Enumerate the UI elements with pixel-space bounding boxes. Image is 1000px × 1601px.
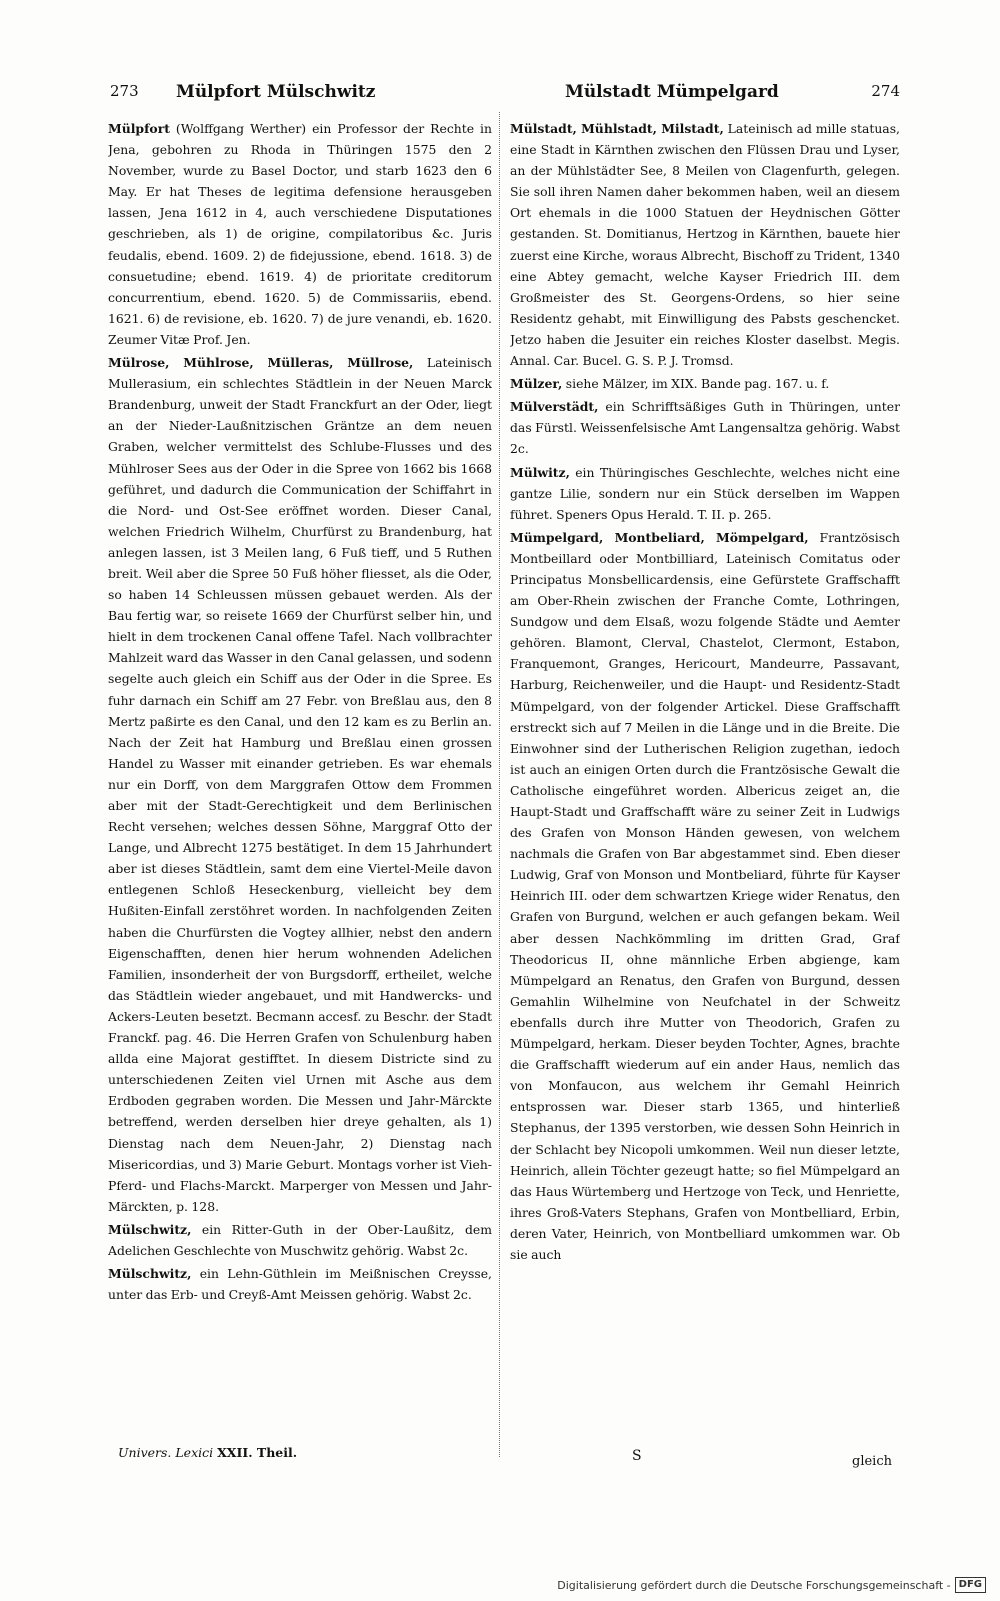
signature-mark (118, 1445, 297, 1460)
entry-lemma: Mülzer, (510, 376, 563, 392)
page-number-right: 274 (871, 82, 900, 100)
entry-lemma: Mülschwitz, (108, 1221, 192, 1237)
entry (510, 118, 900, 371)
entry-text: ein Thüringisches Geschlechte, welches nicht eine gantze Lilie, sondern nur ein Stück derselben im Wappen führet. Speners Opus Herald. T. II. p. 265. (510, 464, 900, 522)
dfg-logo: DFG (955, 1577, 986, 1593)
running-header (110, 78, 900, 106)
signature-letter: S (632, 1448, 642, 1464)
header-title-left: Mülpfort Mülschwitz (176, 82, 376, 102)
right-column (510, 118, 900, 1463)
entry-text: Lateinisch ad mille statuas, eine Stadt in Kärnthen zwischen den Flüssen Drau und Lyser, an der Mühlstädter See, 8 Meilen von Clagenfurth, gelegen. Sie soll ihren Namen daher bekommen haben, weil an diesem Ort ehemals in die 1000 Statuen der Heydnischen Götter gestanden. St. Domitianus, Hertzog in Kärnthen, bauete hier zuerst eine Kirche, woraus Albrecht, Bischoff zu Trident, 1340 eine Abtey gemacht, welche Kayser Friedrich III. dem Großmeister des St. Georgens-Ordens, so hier seine Residentz gehabt, mit Einwilligung des Pabsts geschencket. Jetzo haben die Jesuiter ein reiches Kloster daselbst. Megis. Annal. Car. Bucel. G. S. P. J. Tromsd. (510, 121, 900, 369)
entry-lemma: Mülschwitz, (108, 1266, 192, 1282)
catchword: gleich (852, 1454, 892, 1469)
footer-text: Digitalisierung gefördert durch die Deutsche Forschungsgemeinschaft - (557, 1578, 951, 1592)
entry-text: Frantzösisch Montbeillard oder Montbilliard, Lateinisch Comitatus oder Principatus Monsbellicardensis, eine Gefürstete Graffschafft am Ober-Rhein zwischen der Franche Comte, Lothringen, Sundgow und dem Elsaß, wozu folgende Städte und Aemter gehören. Blamont, Clerval, Chastelot, Clermont, Estabon, Franquemont, Granges, Hericourt, Mandeurre, Passavant, Harburg, Reichenweiler, und die Haupt- und Residentz-Stadt Mümpelgard, von der folgender Artickel. Diese Graffschafft erstreckt sich auf 7 Meilen in die Länge und in die Breite. Die Einwohner sind der Lutherischen Religion zugethan, iedoch ist auch an einigen Orten durch die Frantzösische Gewalt die Catholische eingeführet worden. Albericus zeiget an, die Haupt-Stadt und Graffschafft wäre zu seiner Zeit in Ludwigs des Grafen von Monson Händen gewesen, von welchem nachmals die Grafen von Bar abgestammet sind. Eben dieser Ludwig, Graf von Monson und Montbeliard, führte für Kayser Heinrich III. oder dem schwartzen Kriege wider Renatus, den Grafen von Burgund, welchen er auch gefangen bekam. Weil aber dessen Nachkömmling im dritten Grad, Graf Theodoricus II, ohne männliche Erben abgienge, kam Mümpelgard an Renatus, den Grafen von Burgund, dessen Gemahlin Wilhelmine von Neufchatel in der Schweitz ebenfalls durch ihre Mutter von Theodorich, Grafen zu Mümpelgard, herkam. Dieser beyden Tochter, Agnes, brachte die Graffschafft wiederum auf ein ander Haus, nemlich das von Monfaucon, aus welchem ihr Gemahl Heinrich entsprossen war. Dieser starb 1365, und hinterließ Stephanus, der 1395 verstorben, wie dessen Sohn Heinrich in der Schlacht bey Nicopoli umkommen. Weil nun dieser letzte, Heinrich, allein Töchter gezeugt hatte; so fiel Mümpelgard an das Haus Würtemberg und Hertzoge von Teck, und Henriette, ihres Groß-Vaters Stephans, Grafen von Montbelliard, Erbin, deren Vater, Heinrich, von Montbelliard umkommen war. Ob sie auch (510, 529, 900, 1262)
entry-lemma: Mümpelgard, Montbeliard, Mömpelgard, (510, 529, 809, 545)
entry (510, 527, 900, 1265)
entry (108, 1263, 492, 1305)
entry (108, 1219, 492, 1261)
entry-lemma: Mülstadt, Mühlstadt, Milstadt, (510, 121, 724, 136)
entry (510, 396, 900, 459)
entry (108, 352, 492, 1217)
entry-lemma: Mülwitz, (510, 464, 570, 480)
entry-text: Lateinisch Mullerasium, ein schlechtes Städtlein in der Neuen Marck Brandenburg, unweit der Stadt Franckfurt an der Oder, liegt an der Nieder-Laußnitzischen Gräntze an dem neuen Graben, welcher vermittelst des Schlube-Flusses und des Mühlroser Sees aus der Oder in die Spree von 1662 bis 1668 geführet, und dadurch die Communication der Schiffahrt in die Nord- und Ost-See eröffnet worden. Dieser Canal, welchen Friedrich Wilhelm, Churfürst zu Brandenburg, hat anlegen lassen, ist 3 Meilen lang, 6 Fuß tieff, und 5 Ruthen breit. Weil aber die Spree 50 Fuß höher fliesset, als die Oder, so haben 14 Schleussen müssen gebauet werden. Als der Bau fertig war, so reisete 1669 der Churfürst selber hin, und hielt in dem trockenen Canal offene Tafel. Nach vollbrachter Mahlzeit ward das Wasser in den Canal gelassen, und sodenn segelte auch gleich ein Schiff aus der Oder in die Spree. Es fuhr darnach ein Schiff am 27 Febr. von Breßlau aus, den 8 Mertz paßirte es den Canal, und den 12 kam es zu Berlin an. Nach der Zeit hat Hamburg und Breßlau einen grossen Handel zu Wasser mit einander getrieben. Es war ehemals nur ein Dorff, von dem Marggrafen Ottow dem Frommen aber mit der Stadt-Gerechtigkeit und dem Berlinischen Recht versehen; welches dessen Söhne, Marggraf Otto der Lange, und Albrecht 1275 bestätiget. In dem 15 Jahrhundert aber ist dieses Städtlein, samt dem eine Viertel-Meile davon entlegenen Schloß Heseckenburg, vielleicht bey dem Hußiten-Einfall zerstöhret worden. In nachfolgenden Zeiten haben die Churfürsten die Vogtey allhier, nebst den andern Eigenschafften, denen hier herum wohnenden Adelichen Familien, insonderheit der von Burgsdorff, ertheilet, welche das Städtlein wieder angebauet, und mit Handwercks- und Ackers-Leuten besetzt. Becmann accesf. zu Beschr. der Stadt Franckf. pag. 46. Die Herren Grafen von Schulenburg haben allda eine Majorat gestifftet. In diesem Districte sind zu unterschiedenen Zeiten viel Urnen mit Asche aus dem Erdboden gegraben worden. Die Messen und Jahr-Märckte betreffend, werden derselben hier dreye gehalten, als 1) Dienstag nach dem Neuen-Jahr, 2) Dienstag nach Misericordias, und 3) Marie Geburt. Montags vorher ist Vieh- Pferd- und Flachs-Marckt. Marperger von Messen und Jahr-Märckten, p. 128. (108, 355, 492, 1214)
entry (510, 373, 900, 394)
entry (108, 118, 492, 350)
entry-text: ein Ritter-Guth in der Ober-Laußitz, dem Adelichen Geschlechte von Muschwitz gehörig. Wabst 2c. (108, 1221, 492, 1258)
entry-lemma: Mülrose, Mühlrose, Mülleras, Müllrose, (108, 355, 414, 371)
entry-text: ein Schrifftsäßiges Guth in Thüringen, unter das Fürstl. Weissenfelsische Amt Langensaltza gehörig. Wabst 2c. (510, 399, 900, 457)
footer (557, 1577, 986, 1593)
entry-lemma: Mülverstädt, (510, 399, 599, 415)
left-column (108, 118, 492, 1463)
page-number-left: 273 (110, 82, 139, 100)
entry-lemma: Mülpfort (108, 121, 170, 136)
header-title-right: Mülstadt Mümpelgard (565, 82, 779, 102)
entry-text: ein Lehn-Güthlein im Meißnischen Creysse, unter das Erb- und Creyß-Amt Meissen gehörig. Wabst 2c. (108, 1266, 492, 1303)
entry-text: siehe Mälzer, im XIX. Bande pag. 167. u. f. (565, 376, 830, 392)
column-divider (499, 112, 501, 1457)
signature-prefix: Univers. Lexici (118, 1445, 214, 1460)
signature-part: XXII. Theil. (217, 1445, 298, 1460)
entry-text: (Wolffgang Werther) ein Professor der Rechte in Jena, gebohren zu Rhoda in Thüringen 1575 den 2 November, wurde zu Basel Doctor, und starb 1623 den 6 May. Er hat Theses de legitima defensione herausgeben lassen, Jena 1612 in 4, auch verschiedene Disputationes geschrieben, als 1) de origine, compilatoribus &c. Juris feudalis, ebend. 1609. 2) de fidejussione, ebend. 1618. 3) de consuetudine; ebend. 1619. 4) de prioritate creditorum concurrentium, ebend. 1620. 5) de Commissariis, ebend. 1621. 6) de revisione, eb. 1620. 7) de jure venandi, eb. 1620. Zeumer Vitæ Prof. Jen. (108, 121, 492, 347)
entry (510, 462, 900, 525)
